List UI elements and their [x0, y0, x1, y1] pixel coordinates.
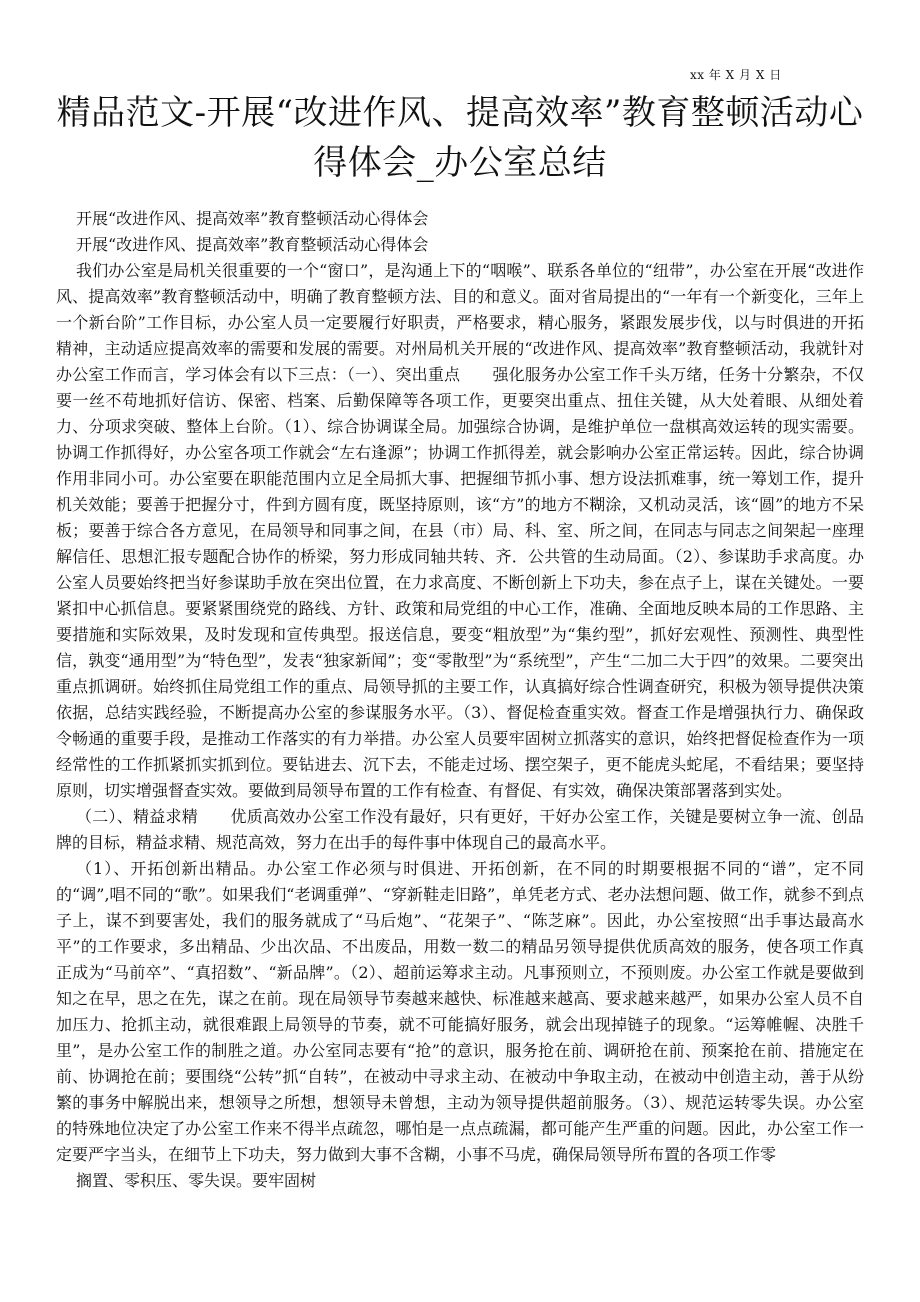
document-date: xx 年 X 月 X 日 — [690, 68, 782, 82]
body-paragraph: （1）、开拓创新出精品。办公室工作必须与时俱进、开拓创新，在不同的时期要根据不同的“谱”，定不同的“调”,唱不同的“歌”。如果我们“老调重弹”、“穿新鞋走旧路”，单凭老方式、老办法想问题、做工作，就参不到点子上，谋不到要害处，我们的服务就成了“马后炮”、“花架子”、“陈芝麻”。因此，办公室按照“出手事达最高水平”的工作要求，多出精品、少出次品、不出废品，用数一数二的精品另领导提供优质高效的服务，使各项工作真正成为“马前卒”、“真招数”、“新品牌”。（2）、超前运筹求主动。凡事预则立，不预则废。办公室工作就是要做到知之在早，思之在先，谋之在前。现在局领导节奏越来越快、标准越来越高、要求越来越严，如果办公室人员不自加压力、抢抓主动，就很难跟上局领导的节奏，就不可能搞好服务，就会出现掉链子的现象。“运筹帷幄、决胜千里”，是办公室工作的制胜之道。办公室同志要有“抢”的意识，服务抢在前、调研抢在前、预案抢在前、措施定在前、协调抢在前；要围绕“公转”抓“自转”，在被动中寻求主动、在被动中争取主动，在被动中创造主动，善于从纷繁的事务中解脱出来，想领导之所想，想领导未曾想，主动为领导提供超前服务。（3）、规范运转零失误。办公室的特殊地位决定了办公室工作来不得半点疏忽，哪怕是一点点疏漏，都可能产生严重的问题。因此，办公室工作一定要严字当头，在细节上下功夫，努力做到大事不含糊，小事不马虎，确保局领导所布置的各项工作零 — [56, 859, 864, 1164]
document-body — [56, 206, 864, 1194]
body-paragraph: 开展“改进作风、提高效率”教育整顿活动心得体会 — [76, 209, 429, 228]
body-paragraph: 我们办公室是局机关很重要的一个“窗口”，是沟通上下的“咽喉”、联系各单位的“纽带”，办公室在开展“改进作风、提高效率”教育整顿活动中，明确了教育整顿方法、目的和意义。面对省局提出的“一年有一个新变化，三年上一个新台阶”工作目标，办公室人员一定要履行好职责，严格要求，精心服务，紧跟发展步伐，以与时俱进的开拓精神，主动适应提高效率的需要和发展的需要。对州局机关开展的“改进作风、提高效率”教育整顿活动，我就针对办公室工作而言，学习体会有以下三点：（一）、突出重点 强化服务办公室工作千头万绪，任务十分繁杂，不仅要一丝不苟地抓好信访、保密、档案、后勤保障等各项工作，更要突出重点、扭住关键，从大处着眼、从细处着力、分项求突破、整体上台阶。（1）、综合协调谋全局。加强综合协调，是维护单位一盘棋高效运转的现实需要。协调工作抓得好，办公室各项工作就会“左右逢源”；协调工作抓得差，就会影响办公室正常运转。因此，综合协调作用非同小可。办公室要在职能范围内立足全局抓大事、把握细节抓小事、想方设法抓难事，统一筹划工作，提升机关效能；要善于把握分寸，件到方圆有度，既坚持原则，该“方”的地方不糊涂，又机动灵活，该“圆”的地方不呆板；要善于综合各方意见，在局领导和同事之间，在县（市）局、科、室、所之间，在同志与同志之间架起一座理解信任、思想汇报专题配合协作的桥梁，努力形成同轴共转、齐．公共管的生动局面。（2）、参谋助手求高度。办公室人员要始终把当好参谋助手放在突出位置，在力求高度、不断创新上下功夫，参在点子上，谋在关键处。一要紧扣中心抓信息。要紧紧围绕党的路线、方针、政策和局党组的中心工作，准确、全面地反映本局的工作思路、主要措施和实际效果，及时发现和宣传典型。报送信息，要变“粗放型”为“集约型”，抓好宏观性、预测性、典型性信，孰变“通用型”为“特色型”，发表“独家新闻”；变“零散型”为“系统型”，产生“二加二大于四”的效果。二要突出重点抓调研。始终抓住局党组工作的重点、局领导抓的主要工作，认真搞好综合性调查研究，积极为领导提供决策依据，总结实践经验，不断提高办公室的参谋服务水平。（3）、督促检查重实效。督查工作是增强执行力、确保政令畅通的重要手段，是推动工作落实的有力举措。办公室人员要牢固树立抓落实的意识，始终把督促检查作为一项经常性的工作抓紧抓实抓到位。要钻进去、沉下去，不能走过场、摆空架子，更不能虎头蛇尾，不看结果；要坚持原则，切实增强督查实效。要做到局领导布置的工作有检查、有督促、有实效，确保决策部署落到实处。 — [56, 261, 864, 800]
body-paragraph: 开展“改进作风、提高效率”教育整顿活动心得体会 — [76, 235, 429, 254]
document-title: 精品范文-开展“改进作风、提高效率”教育整顿活动心得体会_办公室总结 — [56, 93, 864, 183]
body-paragraph: （二）、精益求精 优质高效办公室工作没有最好，只有更好，干好办公室工作，关键是要树立争一流、创品牌的目标，精益求精、规范高效，努力在出手的每件事中体现自己的最高水平。 — [56, 807, 864, 852]
body-paragraph: 搁置、零积压、零失误。要牢固树 — [76, 1171, 317, 1190]
